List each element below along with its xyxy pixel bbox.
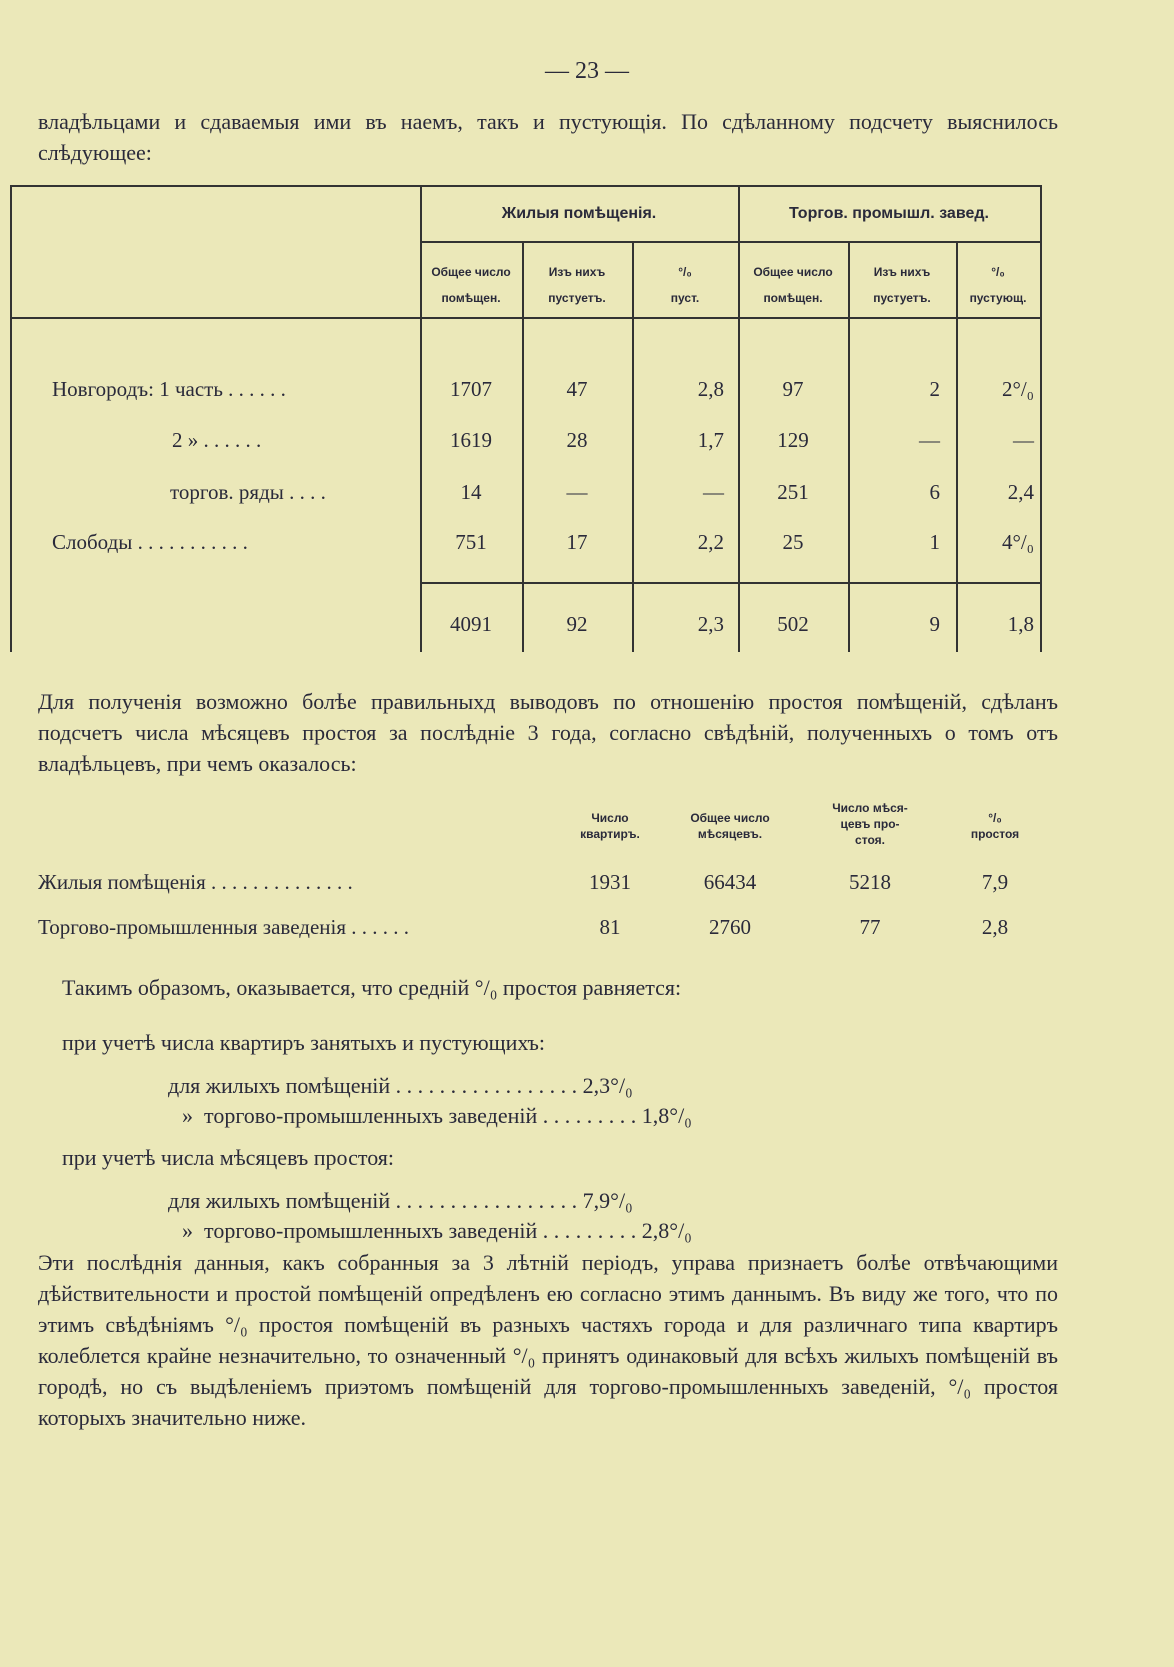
page-number: — 23 — [545, 58, 629, 84]
col-header-pct-residential: °/₀ пуст. [670, 265, 700, 305]
table-cell: — [566, 480, 588, 504]
table-cell: 81 [599, 915, 621, 939]
col-header-pct-idle: °/₀ простоя [970, 811, 1020, 841]
row-label: Новгородъ: 1 часть . . . . . . [52, 377, 286, 401]
section-a-heading: при учетѣ числа квартиръ занятыхъ и пустующихъ: [62, 1030, 546, 1055]
table-cell: 2,2 [697, 530, 724, 554]
table-cell: 1931 [589, 870, 631, 894]
table-cell: 129 [777, 428, 809, 452]
row-label: Торгово-промышленныя заведенія . . . . . . [38, 915, 409, 939]
row-label: Жилыя помѣщенія . . . . . . . . . . . . . . [38, 870, 353, 894]
table-cell: 5218 [849, 870, 891, 894]
table-cell: 2 [929, 377, 940, 401]
table-cell: 7,9 [981, 870, 1009, 894]
col-header-idle-months: Число мѣся- цевъ про- стоя. [832, 801, 908, 847]
closing-paragraph: Эти послѣднія данныя, какъ собранныя за 3 лѣтній періодъ, управа признаетъ болѣе отвѣчающими дѣйствительности и простой помѣщеній опредѣленъ ею согласно этимъ даннымъ. Въ виду же того, что по этимъ свѣдѣніямъ °/₀ простоя помѣщеній въ разныхъ частяхъ города и для различнаго типа квартиръ колеблется крайне незначительно, то означенный °/₀ принятъ одинаковый для всѣхъ жилыхъ помѣщеній въ городѣ, но съ выдѣленіемъ приэтомъ помѣщеній для торгово-промышленныхъ заведеній, °/₀ простоя которыхъ значительно ниже. [38, 1250, 1058, 1430]
row-label: Слободы . . . . . . . . . . . [52, 530, 248, 554]
table-cell: 1,7 [697, 428, 724, 452]
paragraph-average: Такимъ образомъ, оказывается, что средній °/₀ простоя равняется: [62, 975, 682, 1000]
col-header-vacant-residential: Изъ нихъ пустуетъ. [548, 265, 606, 305]
total-cell: 502 [777, 612, 809, 636]
total-cell: 9 [929, 612, 940, 636]
table-cell: 4°/₀ [1001, 530, 1034, 554]
col-header-pct-commercial: °/₀ пустующ. [969, 265, 1027, 305]
table-cell: — [703, 480, 724, 504]
total-cell: 92 [566, 612, 588, 636]
table-cell: 2,8 [697, 377, 724, 401]
section-a-line: для жилыхъ помѣщеній . . . . . . . . . . . . . . . . . 2,3°/₀ [168, 1073, 633, 1098]
row-label: торгов. ряды . . . . [170, 480, 326, 504]
col-header-total-commercial: Общее число помѣщен. [753, 265, 833, 305]
paragraph-months-calculation: Для полученія возможно болѣе правильныхд выводовъ по отношенію простоя помѣщеній, сдѣланъ подсчетъ числа мѣсяцевъ простоя за послѣдніе 3 года, согласно свѣдѣній, полученныхъ о томъ отъ владѣльцевъ, при чемъ оказалось: [38, 689, 1058, 776]
vacancy-table [10, 185, 1042, 652]
table-cell: 2760 [709, 915, 751, 939]
total-cell: 1,8 [1007, 612, 1034, 636]
total-cell: 2,3 [697, 612, 724, 636]
section-b-line: для жилыхъ помѣщеній . . . . . . . . . . . . . . . . . 7,9°/₀ [168, 1188, 633, 1213]
table-cell: 1619 [450, 428, 492, 452]
table-cell: 28 [566, 428, 588, 452]
col-header-total-months: Общее число мѣсяцевъ. [690, 811, 770, 841]
table-cell: 66434 [703, 870, 757, 894]
table-cell: 2°/₀ [1001, 377, 1034, 401]
table-cell: 17 [566, 530, 588, 554]
row-label: 2 » . . . . . . [172, 428, 262, 452]
table-cell: 25 [782, 530, 804, 554]
table-cell: — [1013, 428, 1034, 452]
table-cell: 14 [460, 480, 482, 504]
table-cell: 97 [782, 377, 804, 401]
table-cell: 77 [859, 915, 881, 939]
col-header-total-residential: Общее число помѣщен. [431, 265, 511, 305]
group-header-residential: Жилыя помѣщенія. [501, 205, 657, 222]
table-cell: 47 [566, 377, 588, 401]
group-header-commercial: Торгов. промышл. завед. [789, 205, 989, 222]
total-cell: 4091 [450, 612, 492, 636]
table-cell: 251 [777, 480, 809, 504]
col-header-apartments: Число квартиръ. [580, 811, 640, 841]
intro-paragraph: владѣльцами и сдаваемыя ими въ наемъ, такъ и пустующія. По сдѣланному подсчету выяснилось слѣдующее: [38, 109, 1058, 165]
section-a-line: » торгово-промышленныхъ заведеній . . . . . . . . . 1,8°/₀ [182, 1103, 692, 1128]
table-cell: 751 [455, 530, 487, 554]
table-cell: — [919, 428, 940, 452]
col-header-vacant-commercial: Изъ нихъ пустуетъ. [873, 265, 931, 305]
section-b-line: » торгово-промышленныхъ заведеній . . . . . . . . . 2,8°/₀ [182, 1218, 692, 1243]
table-cell: 6 [929, 480, 940, 504]
section-b-heading: при учетѣ числа мѣсяцевъ простоя: [62, 1145, 395, 1170]
table-cell: 2,8 [981, 915, 1009, 939]
table-cell: 1 [929, 530, 940, 554]
table-cell: 1707 [450, 377, 492, 401]
table-cell: 2,4 [1007, 480, 1034, 504]
